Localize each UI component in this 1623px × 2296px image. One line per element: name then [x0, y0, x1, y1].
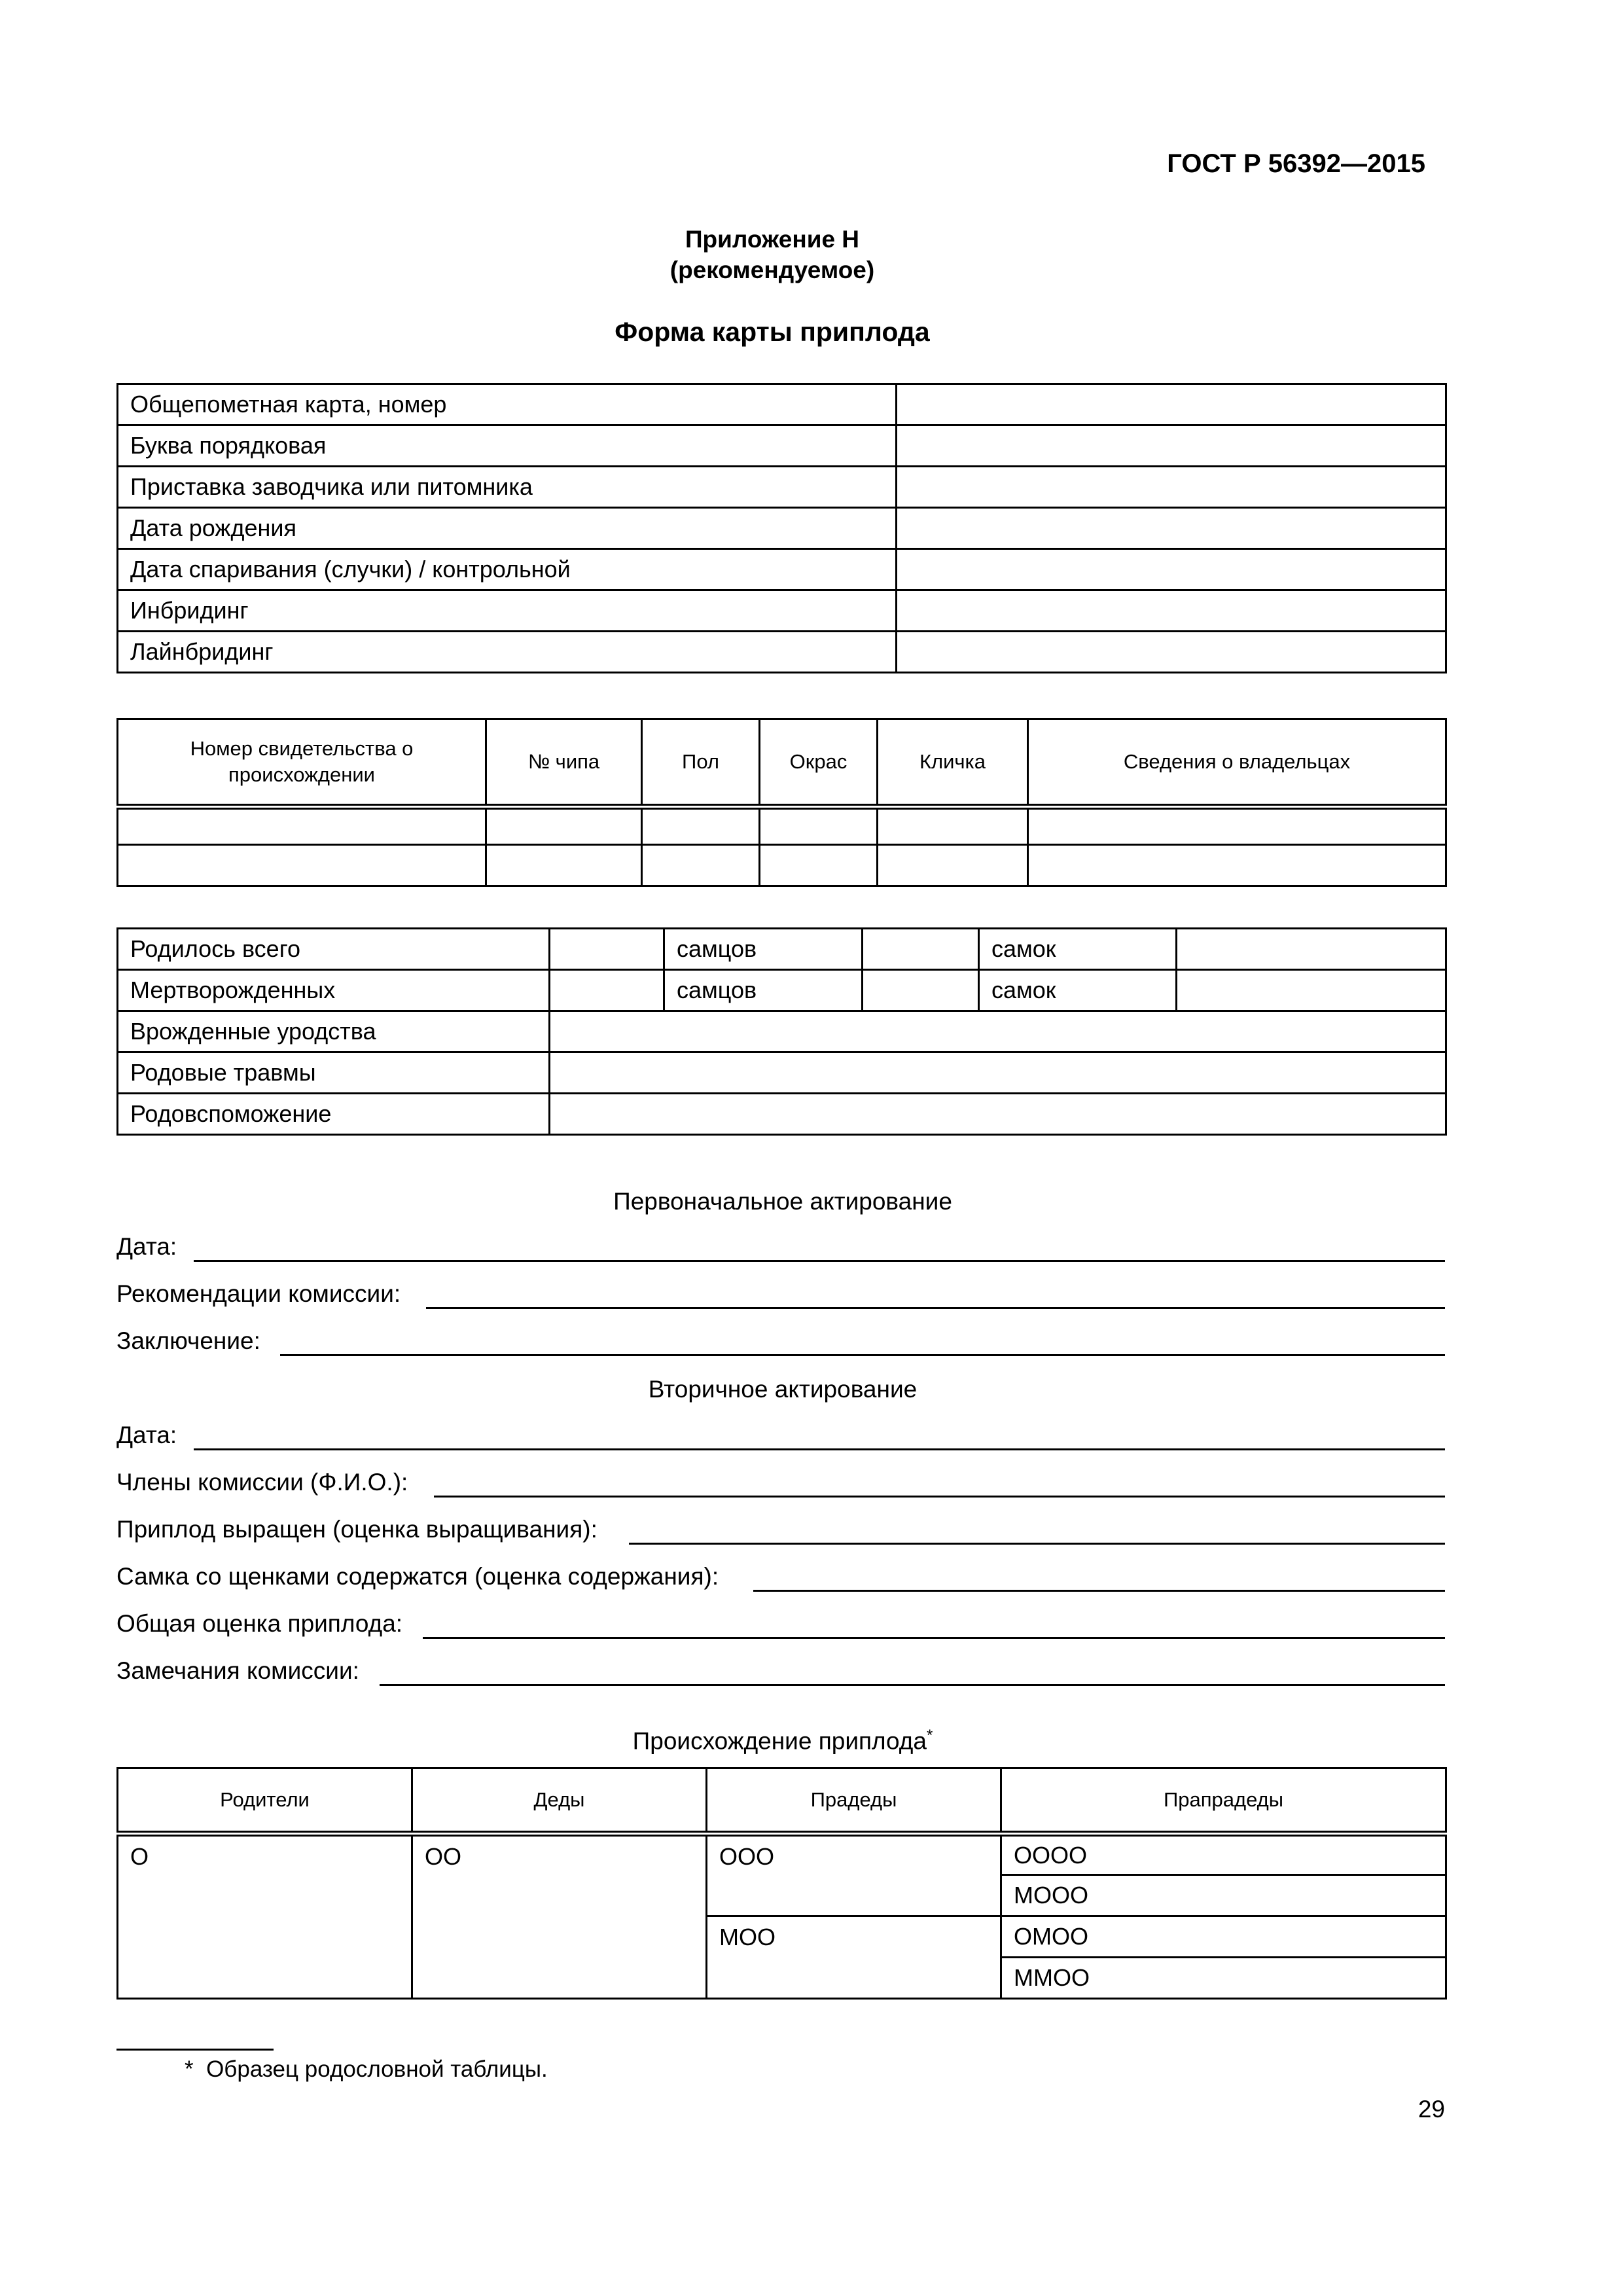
- secondary-act-title: Вторичное актирование: [648, 1376, 918, 1403]
- females-value[interactable]: [1177, 970, 1446, 1011]
- header-sex: Пол: [642, 719, 760, 807]
- injuries-label: Родовые травмы: [118, 1052, 550, 1094]
- pedigree-footnote-mark: *: [926, 1727, 933, 1744]
- header-name: Кличка: [878, 719, 1028, 807]
- males-value[interactable]: [863, 929, 979, 970]
- overall-row: [116, 1602, 1445, 1641]
- general-row-label: Буква порядковая: [118, 425, 897, 467]
- overall-line[interactable]: [423, 1637, 1445, 1639]
- header-great-great-grandparents: Прапрадеды: [1001, 1768, 1446, 1834]
- general-row-value[interactable]: [897, 590, 1446, 632]
- defects-label: Врожденные уродства: [118, 1011, 550, 1052]
- assistance-label: Родовспоможение: [118, 1094, 550, 1135]
- recommendations-label: Рекомендации комиссии:: [116, 1280, 401, 1307]
- conclusion-label: Заключение:: [116, 1327, 260, 1354]
- born-total-value[interactable]: [550, 929, 664, 970]
- table-cell[interactable]: [118, 845, 486, 886]
- header-great-grandparents: Прадеды: [707, 1768, 1001, 1834]
- appendix-status: (рекомендуемое): [669, 257, 875, 283]
- raised-label: Приплод выращен (оценка выращивания):: [116, 1516, 597, 1543]
- footnote-mark: *: [185, 2056, 194, 2082]
- pedigree-table: [116, 1767, 1447, 2000]
- initial-date-row: [116, 1225, 1445, 1265]
- table-cell[interactable]: [486, 845, 642, 886]
- birth-table: [116, 927, 1447, 1136]
- general-row-value[interactable]: [897, 632, 1446, 673]
- members-label: Члены комиссии (Ф.И.О.):: [116, 1469, 408, 1496]
- great-great-grandparent-cell[interactable]: ОООО: [1001, 1834, 1446, 1875]
- injuries-value[interactable]: [550, 1052, 1446, 1094]
- footnote: [185, 2056, 548, 2083]
- females-label: самок: [979, 929, 1177, 970]
- table-cell[interactable]: [760, 845, 878, 886]
- table-cell[interactable]: [1028, 807, 1446, 845]
- secondary-date-line[interactable]: [194, 1448, 1445, 1450]
- raised-row: [116, 1508, 1445, 1547]
- general-row-value[interactable]: [897, 467, 1446, 508]
- table-row: [118, 845, 1446, 886]
- grandparent-cell[interactable]: ОО: [412, 1834, 707, 1999]
- general-row-value[interactable]: [897, 508, 1446, 549]
- header-color: Окрас: [760, 719, 878, 807]
- conclusion-line[interactable]: [280, 1354, 1445, 1356]
- great-grandparent-cell[interactable]: ООО: [707, 1834, 1001, 1916]
- secondary-date-label: Дата:: [116, 1422, 177, 1448]
- table-cell[interactable]: [486, 807, 642, 845]
- great-great-grandparent-cell[interactable]: ММОО: [1001, 1958, 1446, 1999]
- general-row-label: Инбридинг: [118, 590, 897, 632]
- header-parents: Родители: [118, 1768, 412, 1834]
- general-row-label: Общепометная карта, номер: [118, 384, 897, 425]
- table-cell[interactable]: [1028, 845, 1446, 886]
- overall-label: Общая оценка приплода:: [116, 1610, 403, 1637]
- general-row-value[interactable]: [897, 384, 1446, 425]
- remarks-line[interactable]: [380, 1684, 1445, 1686]
- puppies-table: [116, 718, 1447, 887]
- general-row-value[interactable]: [897, 549, 1446, 590]
- table-row: [118, 807, 1446, 845]
- header-grandparents: Деды: [412, 1768, 707, 1834]
- pedigree-title-text: Происхождение приплода: [632, 1727, 927, 1755]
- parent-cell[interactable]: О: [118, 1834, 412, 1999]
- standard-code: ГОСТ Р 56392—2015: [1167, 149, 1425, 178]
- females-value[interactable]: [1177, 929, 1446, 970]
- general-info-table: [116, 383, 1447, 673]
- header-owners: Сведения о владельцах: [1028, 719, 1446, 807]
- general-row-label: Лайнбридинг: [118, 632, 897, 673]
- born-total-label: Родилось всего: [118, 929, 550, 970]
- remarks-label: Замечания комиссии:: [116, 1657, 359, 1684]
- great-great-grandparent-cell[interactable]: МООО: [1001, 1875, 1446, 1916]
- great-great-grandparent-cell[interactable]: ОМОО: [1001, 1916, 1446, 1958]
- table-cell[interactable]: [878, 807, 1028, 845]
- defects-value[interactable]: [550, 1011, 1446, 1052]
- secondary-date-row: [116, 1414, 1445, 1453]
- page-number: 29: [1418, 2096, 1445, 2123]
- general-row-label: Дата спаривания (случки) / контрольной: [118, 549, 897, 590]
- footnote-divider: [116, 2049, 274, 2051]
- general-row-label: Дата рождения: [118, 508, 897, 549]
- appendix-title: Приложение Н: [685, 226, 860, 253]
- table-cell[interactable]: [642, 807, 760, 845]
- form-title: Форма карты приплода: [615, 317, 930, 347]
- general-row-value[interactable]: [897, 425, 1446, 467]
- table-cell[interactable]: [642, 845, 760, 886]
- kept-line[interactable]: [753, 1590, 1445, 1592]
- males-value[interactable]: [863, 970, 979, 1011]
- remarks-row: [116, 1649, 1445, 1689]
- females-label: самок: [979, 970, 1177, 1011]
- initial-recommendations-row: [116, 1272, 1445, 1312]
- initial-date-label: Дата:: [116, 1233, 177, 1260]
- initial-act-title: Первоначальное актирование: [613, 1188, 952, 1215]
- members-row: [116, 1461, 1445, 1500]
- initial-conclusion-row: [116, 1319, 1445, 1359]
- initial-date-line[interactable]: [194, 1260, 1445, 1262]
- table-cell[interactable]: [118, 807, 486, 845]
- stillborn-value[interactable]: [550, 970, 664, 1011]
- header-certificate: Номер свидетельства о происхождении: [118, 719, 486, 807]
- table-cell[interactable]: [760, 807, 878, 845]
- great-grandparent-cell[interactable]: МОО: [707, 1916, 1001, 1999]
- general-row-label: Приставка заводчика или питомника: [118, 467, 897, 508]
- stillborn-label: Мертворожденных: [118, 970, 550, 1011]
- table-cell[interactable]: [878, 845, 1028, 886]
- pedigree-title: [0, 1727, 1565, 1755]
- males-label: самцов: [664, 970, 863, 1011]
- header-chip: № чипа: [486, 719, 642, 807]
- kept-row: [116, 1555, 1445, 1594]
- footnote-text: Образец родословной таблицы.: [206, 2056, 548, 2082]
- raised-line[interactable]: [629, 1543, 1445, 1545]
- members-line[interactable]: [434, 1496, 1445, 1498]
- assistance-value[interactable]: [550, 1094, 1446, 1135]
- recommendations-line[interactable]: [426, 1307, 1445, 1309]
- males-label: самцов: [664, 929, 863, 970]
- kept-label: Самка со щенками содержатся (оценка содержания):: [116, 1563, 719, 1590]
